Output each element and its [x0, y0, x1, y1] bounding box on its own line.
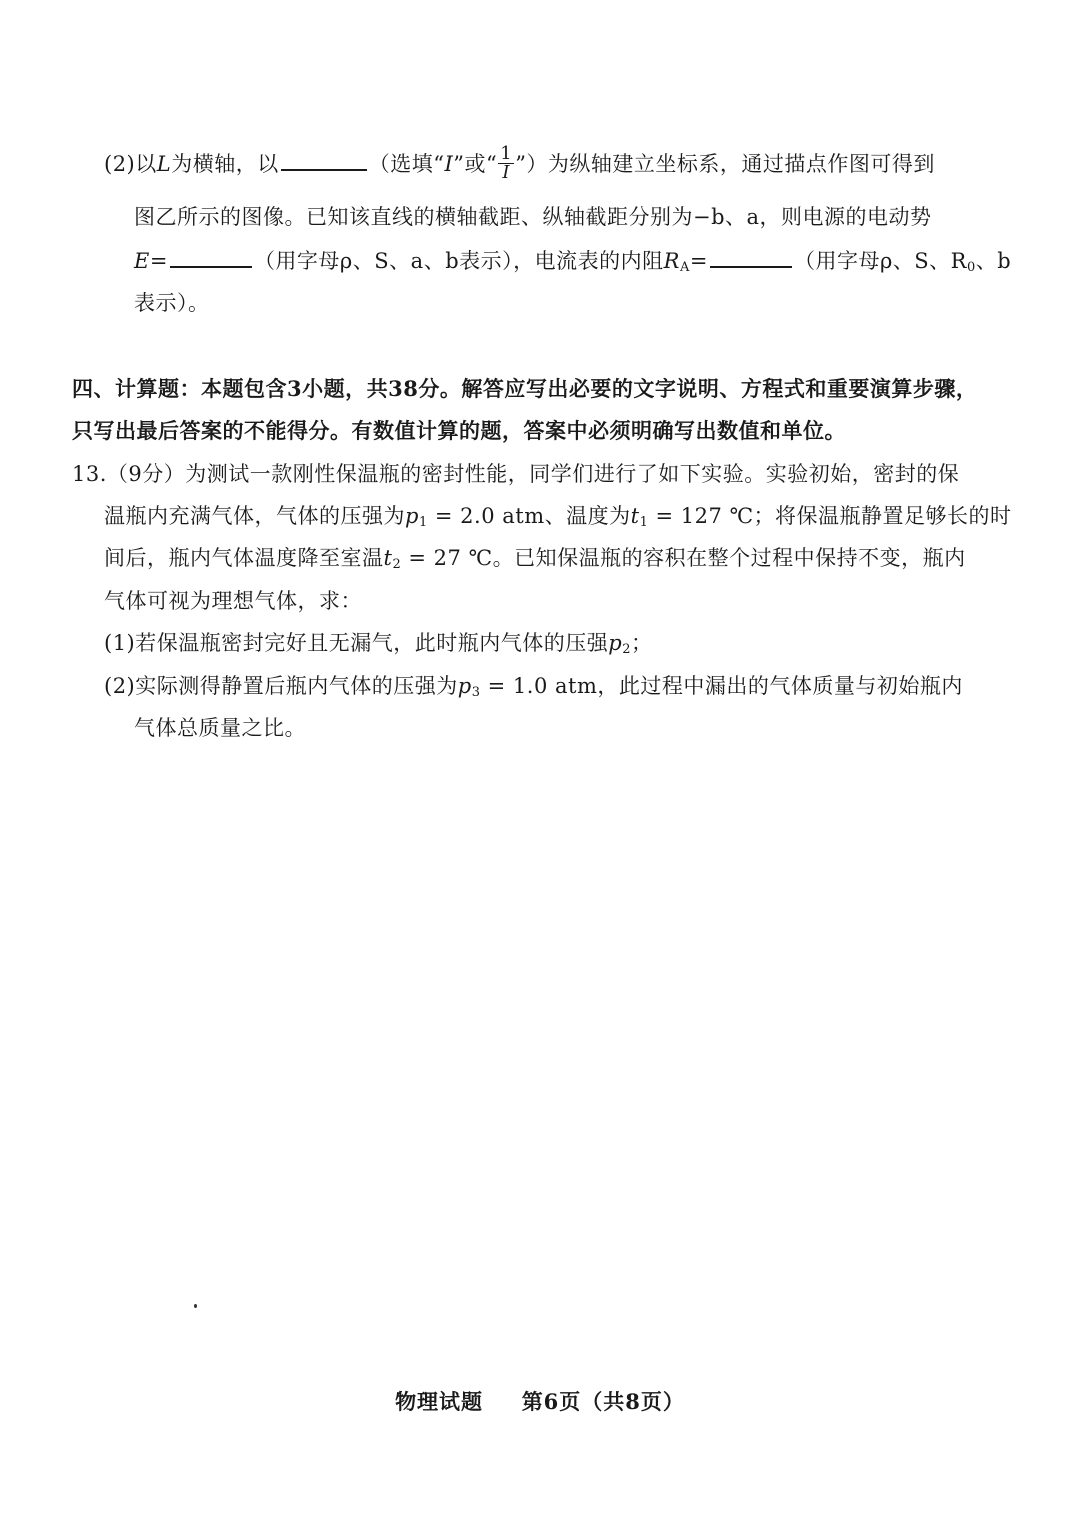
subscript: 1 — [418, 515, 428, 530]
text: = 27 ℃。已知保温瓶的容积在整个过程中保持不变，瓶内 — [401, 546, 966, 570]
section4-heading-line1 — [72, 375, 977, 403]
text: 间后，瓶内气体温度降至室温 — [104, 546, 384, 570]
page-footer — [0, 1386, 1080, 1416]
text: = — [689, 249, 708, 273]
text: 温瓶内充满气体，气体的压强为 — [104, 504, 405, 528]
text: (2)实际测得静置后瓶内气体的压强为 — [104, 674, 458, 698]
text: 只写出最后答案的不能得分。有数值计算的题，答案中必须明确写出数值和单位。 — [72, 418, 846, 443]
text: ”或“ — [453, 152, 498, 176]
text: = 1.0 atm，此过程中漏出的气体质量与初始瓶内 — [480, 674, 963, 698]
var-t: t — [630, 504, 640, 528]
section4-heading-line2 — [72, 417, 846, 445]
text: 气体可视为理想气体，求： — [104, 589, 362, 613]
answer-blank-resistance[interactable] — [710, 246, 792, 268]
text: 图乙所示的图像。已知该直线的横轴截距、纵轴截距分别为−b、a，则电源的电动势 — [134, 205, 932, 229]
subscript: A — [679, 260, 690, 275]
q13-line4 — [104, 587, 362, 615]
subscript: 2 — [392, 557, 402, 572]
q12-part2-line3 — [134, 246, 1011, 275]
fraction-one-over-I — [498, 145, 514, 182]
subscript: 0 — [967, 260, 976, 275]
q13-subquestion-2-line2 — [134, 714, 306, 742]
frac-denominator: I — [502, 162, 511, 183]
text: (1)若保温瓶密封完好且无漏气，此时瓶内气体的压强 — [104, 631, 609, 655]
subscript: 1 — [639, 515, 649, 530]
text: 、b — [975, 249, 1012, 273]
q13-line1 — [72, 460, 959, 488]
text: ”）为纵轴建立坐标系，通过描点作图可得到 — [515, 152, 935, 176]
answer-blank-emf[interactable] — [170, 246, 252, 268]
q13-subquestion-2 — [104, 672, 963, 700]
q12-part2-line4 — [134, 289, 210, 317]
text: 气体总质量之比。 — [134, 716, 306, 740]
var-R: R — [663, 249, 680, 273]
var-p: p — [608, 631, 623, 655]
q13-line2 — [104, 502, 1012, 530]
var-L: L — [156, 152, 172, 176]
var-t: t — [383, 546, 393, 570]
var-p: p — [457, 674, 472, 698]
q13-line3 — [104, 544, 966, 572]
q12-part2-line1 — [104, 143, 935, 184]
var-E: E= — [134, 249, 168, 273]
text: （选填“ — [368, 152, 445, 176]
text: ； — [630, 631, 653, 655]
text: （用字母ρ、S、R — [793, 249, 967, 273]
text: 为横轴，以 — [171, 152, 279, 176]
var-I: I — [444, 152, 454, 176]
subscript: 3 — [471, 685, 481, 700]
answer-blank-axis[interactable] — [281, 149, 367, 171]
q13-subquestion-1 — [104, 629, 652, 657]
var-p: p — [405, 504, 419, 528]
text: = 127 ℃；将保温瓶静置足够长的时 — [648, 504, 1012, 528]
stray-mark — [194, 1304, 197, 1308]
frac-numerator: 1 — [500, 143, 513, 164]
text: 表示）。 — [134, 291, 210, 315]
text: （用字母ρ、S、a、b表示），电流表的内阻 — [253, 249, 664, 273]
footer-page-number: 第6页（共8页） — [521, 1389, 685, 1414]
q12-part2-line2 — [134, 203, 932, 231]
text: (2)以 — [104, 152, 157, 176]
footer-subject: 物理试题 — [395, 1389, 484, 1414]
text: 四、计算题：本题包含3小题，共38分。解答应写出必要的文字说明、方程式和重要演算步骤， — [72, 376, 978, 401]
text: 13.（9分）为测试一款刚性保温瓶的密封性能，同学们进行了如下实验。实验初始，密封的保 — [72, 462, 960, 486]
text: = 2.0 atm、温度为 — [427, 504, 631, 528]
subscript: 2 — [622, 642, 631, 657]
